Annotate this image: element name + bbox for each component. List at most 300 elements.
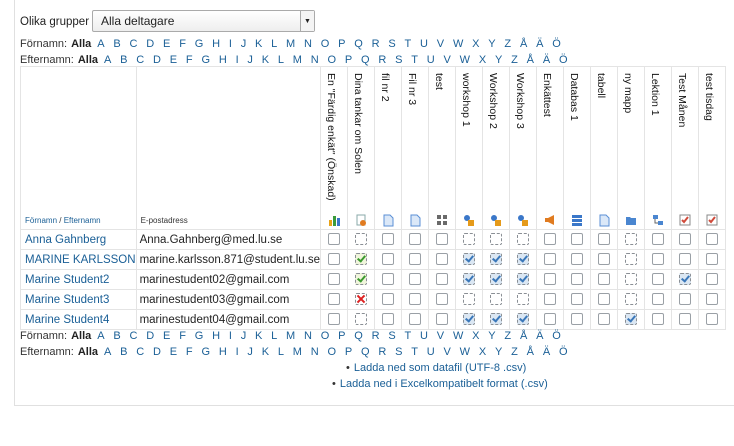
checkbox-empty[interactable] — [706, 313, 718, 325]
lastname-filter-bottom-letter-link[interactable]: E — [169, 346, 178, 358]
firstname-filter-letter-link[interactable]: M — [286, 38, 296, 50]
checkbox-completed[interactable] — [490, 273, 502, 285]
lastname-filter-letter-link[interactable]: T — [411, 54, 418, 66]
lastname-filter-letter-link[interactable]: W — [459, 54, 471, 66]
checkbox-empty[interactable] — [544, 233, 556, 245]
progress-cell — [402, 250, 429, 270]
sort-lastname-link[interactable]: Efternamn — [63, 216, 101, 225]
checkbox-empty[interactable] — [652, 293, 664, 305]
firstname-filter-letter-link[interactable]: Ö — [552, 38, 561, 50]
firstname-filter-bottom-letter-link[interactable]: H — [212, 330, 221, 342]
activity-column-header[interactable] — [564, 67, 591, 230]
progress-cell — [672, 250, 699, 270]
lastname-filter-bottom-letter-link[interactable]: Q — [361, 346, 370, 358]
activity-column-header[interactable] — [510, 67, 537, 230]
firstname-filter-bottom-letter-link[interactable]: Y — [488, 330, 496, 342]
lastname-filter-bottom-letter-link[interactable]: L — [277, 346, 284, 358]
firstname-filter-bottom-letter-link[interactable]: D — [146, 330, 155, 342]
lastname-filter-letter-link[interactable]: Ä — [542, 54, 551, 66]
progress-cell — [456, 270, 483, 290]
progress-cell — [699, 310, 726, 330]
checkbox-completed[interactable] — [625, 313, 637, 325]
groups-select[interactable] — [92, 10, 315, 32]
lastname-filter-bottom-letter-link[interactable]: O — [327, 346, 337, 358]
download-utf8-label: Ladda ned som datafil (UTF-8 .csv) — [353, 362, 527, 374]
activity-column-header[interactable] — [618, 67, 645, 230]
lastname-filter-bottom-letter-link[interactable]: Y — [495, 346, 503, 358]
firstname-filter-bottom-letter-link[interactable]: I — [228, 330, 232, 342]
lastname-filter-letter-link[interactable]: F — [185, 54, 193, 66]
lastname-filter-bottom-letter-link[interactable]: J — [247, 346, 253, 358]
lastname-filter-label: Efternamn: — [20, 54, 74, 66]
progress-cell — [564, 290, 591, 310]
lastname-filter-bottom-letter-link[interactable]: Z — [511, 346, 518, 358]
checkbox-empty[interactable] — [328, 313, 340, 325]
checkbox-empty[interactable] — [436, 253, 448, 265]
checkbox-pending[interactable] — [625, 253, 637, 265]
progress-cell — [591, 290, 618, 310]
checkbox-empty[interactable] — [652, 273, 664, 285]
firstname-filter-bottom-letter-link[interactable]: B — [113, 330, 121, 342]
workshop-icon — [517, 213, 529, 225]
checkbox-pending[interactable] — [463, 293, 475, 305]
progress-cell — [672, 270, 699, 290]
firstname-filter-letter-link[interactable]: X — [472, 38, 480, 50]
lastname-filter-letter-link[interactable]: C — [136, 54, 145, 66]
checkbox-empty[interactable] — [382, 233, 394, 245]
firstname-filter-letter-link[interactable]: K — [254, 38, 263, 50]
activity-column-header[interactable] — [456, 67, 483, 230]
lastname-letter-filter — [20, 53, 576, 67]
progress-cell — [537, 290, 564, 310]
download-excel-link[interactable]: • Ladda ned i Excelkompatibelt format (.csv) — [332, 378, 548, 390]
student-email: marinestudent03@gmail.com — [136, 290, 320, 310]
firstname-filter-bottom-letter-link[interactable]: Q — [354, 330, 363, 342]
groups-select-value: Alla deltagare — [101, 14, 175, 28]
activity-label: workshop 1 — [460, 73, 472, 127]
firstname-filter-bottom-letter-link[interactable]: U — [420, 330, 428, 342]
checkbox-empty[interactable] — [436, 293, 448, 305]
firstname-filter-bottom-letter-link[interactable]: Å — [519, 330, 528, 342]
checkbox-empty[interactable] — [409, 293, 421, 305]
progress-cell — [429, 270, 456, 290]
table-row — [21, 250, 726, 270]
lastname-filter-bottom-letter-link[interactable]: R — [378, 346, 387, 358]
activity-header-wrap — [537, 67, 563, 229]
checkbox-empty[interactable] — [409, 253, 421, 265]
lastname-filter-bottom-letter-link[interactable]: N — [310, 346, 319, 358]
firstname-filter-bottom-letter-link[interactable]: G — [194, 330, 204, 342]
lastname-filter-bottom-letter-link[interactable]: U — [426, 346, 435, 358]
activity-column-header[interactable] — [699, 67, 726, 230]
checkbox-empty[interactable] — [409, 273, 421, 285]
lastname-filter-letter-link[interactable]: J — [247, 54, 253, 66]
progress-cell — [672, 310, 699, 330]
progress-cell — [591, 270, 618, 290]
checkbox-empty[interactable] — [544, 253, 556, 265]
checkbox-pending[interactable] — [490, 293, 502, 305]
lastname-filter-letter-link[interactable]: E — [169, 54, 178, 66]
student-email: marinestudent02@gmail.com — [136, 270, 320, 290]
student-email: marinestudent04@gmail.com — [136, 310, 320, 330]
progress-cell — [564, 250, 591, 270]
checkbox-empty[interactable] — [598, 273, 610, 285]
lastname-filter-bottom-letter-link[interactable]: T — [411, 346, 418, 358]
checkbox-empty[interactable] — [706, 273, 718, 285]
firstname-filter-bottom-letter-link[interactable]: Ö — [552, 330, 561, 342]
activity-column-header[interactable] — [429, 67, 456, 230]
table-row — [21, 270, 726, 290]
firstname-filter-letter-link[interactable]: N — [304, 38, 312, 50]
firstname-filter-bottom-letter-link[interactable]: C — [129, 330, 138, 342]
chevron-down-icon: ▼ — [300, 11, 314, 31]
firstname-filter-letter-link[interactable]: W — [452, 38, 464, 50]
lastname-filter-bottom-letter-link[interactable]: C — [136, 346, 145, 358]
checkbox-pending[interactable] — [625, 273, 637, 285]
lastname-filter-bottom-letter-link[interactable]: D — [153, 346, 161, 358]
firstname-filter-bottom-letter-link[interactable]: F — [179, 330, 186, 342]
firstname-filter-letter-link[interactable]: Ä — [536, 38, 544, 50]
checkbox-pending[interactable] — [355, 313, 367, 325]
progress-cell — [645, 270, 672, 290]
firstname-filter-bottom-letter-link[interactable]: J — [240, 330, 247, 342]
activity-header-wrap — [402, 67, 428, 229]
firstname-filter-bottom-letter-link[interactable]: A — [97, 330, 105, 342]
lastname-filter-bottom-letter-link[interactable]: F — [185, 346, 193, 358]
checkbox-passed[interactable] — [355, 253, 367, 265]
progress-cell — [591, 230, 618, 250]
lastname-filter-letter-link[interactable]: S — [395, 54, 403, 66]
progress-cell — [402, 270, 429, 290]
activity-column-header[interactable] — [402, 67, 429, 230]
checkbox-empty[interactable] — [544, 313, 556, 325]
firstname-filter-letter-link[interactable]: E — [163, 38, 171, 50]
activity-column-header[interactable] — [375, 67, 402, 230]
lesson-icon — [652, 213, 664, 225]
lastname-filter-letter-link[interactable]: I — [235, 54, 239, 66]
activity-label: fil nr 2 — [379, 73, 391, 102]
lastname-filter-letter-link[interactable]: R — [378, 54, 387, 66]
checkbox-empty[interactable] — [328, 273, 340, 285]
progress-cell — [321, 250, 348, 270]
checkbox-pending[interactable] — [463, 233, 475, 245]
lastname-filter-letter-link[interactable]: K — [261, 54, 270, 66]
checkbox-empty[interactable] — [679, 293, 691, 305]
firstname-filter-letter-link[interactable]: J — [240, 38, 247, 50]
progress-cell — [456, 250, 483, 270]
activity-column-header[interactable] — [645, 67, 672, 230]
file-icon — [598, 213, 610, 225]
download-utf8-link[interactable]: • Ladda ned som datafil (UTF-8 .csv) — [346, 362, 527, 374]
document-icon — [355, 213, 367, 225]
firstname-filter-bottom-letter-link[interactable]: Ä — [536, 330, 544, 342]
lastname-filter-letter-link[interactable]: V — [443, 54, 451, 66]
lastname-filter-bottom-letter-link[interactable]: S — [395, 346, 403, 358]
progress-cell — [456, 230, 483, 250]
checkbox-empty[interactable] — [436, 273, 448, 285]
progress-cell — [618, 270, 645, 290]
firstname-filter-bottom-letter-link[interactable]: Z — [504, 330, 512, 342]
lastname-filter-letter-link[interactable]: H — [218, 54, 227, 66]
activity-column-header[interactable] — [591, 67, 618, 230]
checkbox-completed[interactable] — [463, 253, 475, 265]
activity-header-wrap — [483, 67, 509, 229]
student-name-link[interactable]: Marine Student3 — [21, 290, 137, 310]
activity-column-header[interactable] — [483, 67, 510, 230]
lastname-filter-bottom-letter-link[interactable]: B — [120, 346, 128, 358]
checkbox-empty[interactable] — [598, 313, 610, 325]
progress-cell — [402, 310, 429, 330]
lastname-filter-bottom-letter-link[interactable]: Ä — [542, 346, 551, 358]
student-name-link[interactable]: Marine Student2 — [21, 270, 137, 290]
checkbox-pending[interactable] — [625, 233, 637, 245]
progress-cell — [429, 310, 456, 330]
checkbox-pending[interactable] — [355, 233, 367, 245]
progress-cell — [699, 290, 726, 310]
checkbox-empty[interactable] — [409, 233, 421, 245]
lastname-filter-bottom-letter-link[interactable]: P — [344, 346, 353, 358]
firstname-filter-bottom-letter-link[interactable]: V — [436, 330, 445, 342]
lastname-filter-letter-link[interactable]: U — [426, 54, 435, 66]
firstname-filter-letter-link[interactable]: G — [194, 38, 204, 50]
checkbox-empty[interactable] — [436, 233, 448, 245]
lastname-filter-bottom-label: Efternamn: — [20, 346, 74, 358]
activity-header-wrap — [645, 67, 671, 229]
progress-cell — [672, 290, 699, 310]
firstname-filter-label: Förnamn: — [20, 38, 68, 50]
firstname-filter-bottom-letter-link[interactable]: S — [388, 330, 396, 342]
lastname-filter-letter-link[interactable]: G — [201, 54, 211, 66]
lastname-filter-bottom-letter-link[interactable]: M — [292, 346, 302, 358]
firstname-filter-letter-link[interactable]: Y — [488, 38, 496, 50]
checkbox-empty[interactable] — [382, 313, 394, 325]
progress-cell — [375, 290, 402, 310]
student-name-link[interactable]: Marine Student4 — [21, 310, 137, 330]
checkbox-empty[interactable] — [679, 253, 691, 265]
student-name-link[interactable]: MARINE KARLSSON — [21, 250, 137, 270]
checkbox-completed[interactable] — [517, 253, 529, 265]
progress-cell — [618, 230, 645, 250]
checkbox-empty[interactable] — [706, 293, 718, 305]
lastname-filter-bottom-letter-link[interactable]: X — [478, 346, 487, 358]
checkbox-empty[interactable] — [571, 293, 583, 305]
activity-column-header[interactable] — [348, 67, 375, 230]
lastname-filter-letter-link[interactable]: A — [104, 54, 112, 66]
grid-icon — [436, 213, 448, 225]
activity-header-wrap — [618, 67, 644, 229]
firstname-filter-bottom-letter-link[interactable]: P — [338, 330, 346, 342]
checkbox-empty[interactable] — [382, 293, 394, 305]
folder-icon — [625, 213, 637, 225]
firstname-filter-letter-link[interactable]: C — [129, 38, 138, 50]
checkbox-empty[interactable] — [382, 273, 394, 285]
lastname-filter-letter-link[interactable]: O — [327, 54, 337, 66]
email-column-header: E-postadress — [136, 67, 320, 230]
checkbox-empty[interactable] — [706, 233, 718, 245]
firstname-filter-bottom-letter-link[interactable]: N — [304, 330, 312, 342]
lastname-filter-bottom-letter-link[interactable]: W — [459, 346, 471, 358]
lastname-filter-bottom-letter-link[interactable]: G — [201, 346, 211, 358]
checkbox-failed[interactable] — [355, 293, 367, 305]
lastname-filter-letter-link[interactable]: D — [153, 54, 161, 66]
checkbox-empty[interactable] — [652, 313, 664, 325]
lastname-filter-bottom-letter-link[interactable]: Å — [526, 346, 535, 358]
checkbox-completed[interactable] — [517, 273, 529, 285]
checkbox-completed[interactable] — [463, 313, 475, 325]
progress-cell — [537, 270, 564, 290]
firstname-filter-letter-link[interactable]: I — [228, 38, 232, 50]
activity-label: test — [433, 73, 445, 90]
checkbox-empty[interactable] — [544, 273, 556, 285]
progress-cell — [456, 310, 483, 330]
progress-cell — [618, 250, 645, 270]
firstname-filter-all-link[interactable]: Alla — [71, 38, 92, 50]
checkbox-empty[interactable] — [571, 233, 583, 245]
lastname-filter-letter-link[interactable]: M — [292, 54, 302, 66]
activity-label: Lektion 1 — [649, 73, 661, 116]
checkbox-empty[interactable] — [544, 293, 556, 305]
checkbox-empty[interactable] — [328, 253, 340, 265]
checkbox-pending[interactable] — [517, 233, 529, 245]
firstname-filter-bottom-letter-link[interactable]: M — [286, 330, 296, 342]
firstname-filter-bottom-letter-link[interactable]: L — [271, 330, 278, 342]
lastname-filter-bottom-letter-link[interactable]: H — [218, 346, 227, 358]
checkbox-empty[interactable] — [652, 233, 664, 245]
checkbox-completed[interactable] — [463, 273, 475, 285]
firstname-filter-letter-link[interactable]: O — [320, 38, 330, 50]
activity-header-wrap — [699, 67, 725, 229]
checkbox-empty[interactable] — [571, 313, 583, 325]
progress-cell — [699, 270, 726, 290]
lastname-filter-bottom-letter-link[interactable]: K — [261, 346, 270, 358]
quiz-icon — [706, 213, 718, 225]
checkbox-empty[interactable] — [436, 313, 448, 325]
checkbox-empty[interactable] — [409, 313, 421, 325]
activity-header-wrap — [456, 67, 482, 229]
activity-label: Workshop 3 — [514, 73, 526, 129]
checkbox-completed[interactable] — [679, 273, 691, 285]
lastname-filter-letter-link[interactable]: Å — [526, 54, 535, 66]
checkbox-completed[interactable] — [490, 253, 502, 265]
firstname-filter-letter-link[interactable]: S — [388, 38, 396, 50]
firstname-filter-bottom-all-link[interactable]: Alla — [71, 330, 92, 342]
workshop-icon — [490, 213, 502, 225]
firstname-filter-letter-link[interactable]: U — [420, 38, 428, 50]
checkbox-empty[interactable] — [679, 233, 691, 245]
checkbox-empty[interactable] — [328, 293, 340, 305]
lastname-filter-letter-link[interactable]: L — [277, 54, 284, 66]
activity-column-header[interactable] — [537, 67, 564, 230]
checkbox-empty[interactable] — [571, 253, 583, 265]
checkbox-pending[interactable] — [490, 233, 502, 245]
progress-cell — [483, 310, 510, 330]
activity-label: ny mapp — [622, 73, 634, 114]
activity-column-header[interactable] — [672, 67, 699, 230]
progress-cell — [699, 250, 726, 270]
firstname-filter-bottom-letter-link[interactable]: X — [472, 330, 480, 342]
file-icon — [409, 213, 421, 225]
sort-firstname-link[interactable]: Förnamn — [25, 216, 58, 225]
firstname-filter-bottom-letter-link[interactable]: R — [371, 330, 380, 342]
firstname-filter-letter-link[interactable]: T — [404, 38, 412, 50]
lastname-filter-letter-link[interactable]: P — [344, 54, 353, 66]
lastname-filter-letter-link[interactable]: B — [120, 54, 128, 66]
firstname-filter-letter-link[interactable]: Z — [504, 38, 512, 50]
firstname-filter-letter-link[interactable]: B — [113, 38, 121, 50]
checkbox-empty[interactable] — [571, 273, 583, 285]
firstname-filter-letter-link[interactable]: Å — [519, 38, 528, 50]
firstname-filter-letter-link[interactable]: L — [271, 38, 278, 50]
checkbox-empty[interactable] — [706, 253, 718, 265]
checkbox-passed[interactable] — [355, 273, 367, 285]
progress-cell — [483, 250, 510, 270]
firstname-filter-bottom-letter-link[interactable]: O — [320, 330, 330, 342]
firstname-filter-letter-link[interactable]: F — [179, 38, 186, 50]
lastname-filter-letter-link[interactable]: Ö — [558, 54, 568, 66]
checkbox-completed[interactable] — [517, 313, 529, 325]
activity-column-header[interactable] — [321, 67, 348, 230]
database-icon — [571, 213, 583, 225]
checkbox-pending[interactable] — [517, 293, 529, 305]
chart-icon — [328, 213, 340, 225]
checkbox-pending[interactable] — [625, 293, 637, 305]
lastname-filter-bottom-letter-link[interactable]: V — [443, 346, 451, 358]
progress-cell — [618, 310, 645, 330]
checkbox-completed[interactable] — [490, 313, 502, 325]
lastname-filter-bottom-letter-link[interactable]: Ö — [558, 346, 568, 358]
progress-cell — [348, 290, 375, 310]
progress-cell — [429, 290, 456, 310]
progress-cell — [510, 230, 537, 250]
progress-cell — [429, 250, 456, 270]
firstname-filter-letter-link[interactable]: P — [338, 38, 346, 50]
checkbox-empty[interactable] — [679, 313, 691, 325]
lastname-filter-letter-link[interactable]: X — [478, 54, 487, 66]
lastname-filter-letter-link[interactable]: Q — [361, 54, 370, 66]
firstname-filter-bottom-letter-link[interactable]: T — [404, 330, 412, 342]
student-name-link[interactable]: Anna Gahnberg — [21, 230, 137, 250]
progress-cell — [402, 230, 429, 250]
lastname-filter-bottom-all-link[interactable]: Alla — [77, 346, 98, 358]
lastname-filter-letter-link[interactable]: Z — [511, 54, 518, 66]
checkbox-empty[interactable] — [598, 253, 610, 265]
checkbox-empty[interactable] — [382, 253, 394, 265]
checkbox-empty[interactable] — [598, 233, 610, 245]
progress-cell — [321, 290, 348, 310]
firstname-filter-letter-link[interactable]: R — [371, 38, 380, 50]
student-email: marine.karlsson.871@student.lu.se — [136, 250, 320, 270]
firstname-filter-bottom-letter-link[interactable]: K — [254, 330, 263, 342]
firstname-filter-bottom-letter-link[interactable]: E — [163, 330, 171, 342]
checkbox-empty[interactable] — [652, 253, 664, 265]
firstname-filter-letter-link[interactable]: D — [146, 38, 155, 50]
firstname-filter-letter-link[interactable]: A — [97, 38, 105, 50]
lastname-filter-letter-link[interactable]: Y — [495, 54, 503, 66]
firstname-filter-letter-link[interactable]: H — [212, 38, 221, 50]
lastname-filter-bottom-letter-link[interactable]: A — [104, 346, 112, 358]
lastname-filter-all-link[interactable]: Alla — [77, 54, 98, 66]
activity-label: Test Månen — [676, 73, 688, 128]
checkbox-empty[interactable] — [328, 233, 340, 245]
firstname-filter-letter-link[interactable]: V — [436, 38, 445, 50]
lastname-filter-bottom-letter-link[interactable]: I — [235, 346, 239, 358]
progress-cell — [510, 270, 537, 290]
firstname-filter-letter-link[interactable]: Q — [354, 38, 363, 50]
firstname-filter-bottom-letter-link[interactable]: W — [452, 330, 464, 342]
lastname-filter-letter-link[interactable]: N — [310, 54, 319, 66]
table-row — [21, 230, 726, 250]
checkbox-empty[interactable] — [598, 293, 610, 305]
